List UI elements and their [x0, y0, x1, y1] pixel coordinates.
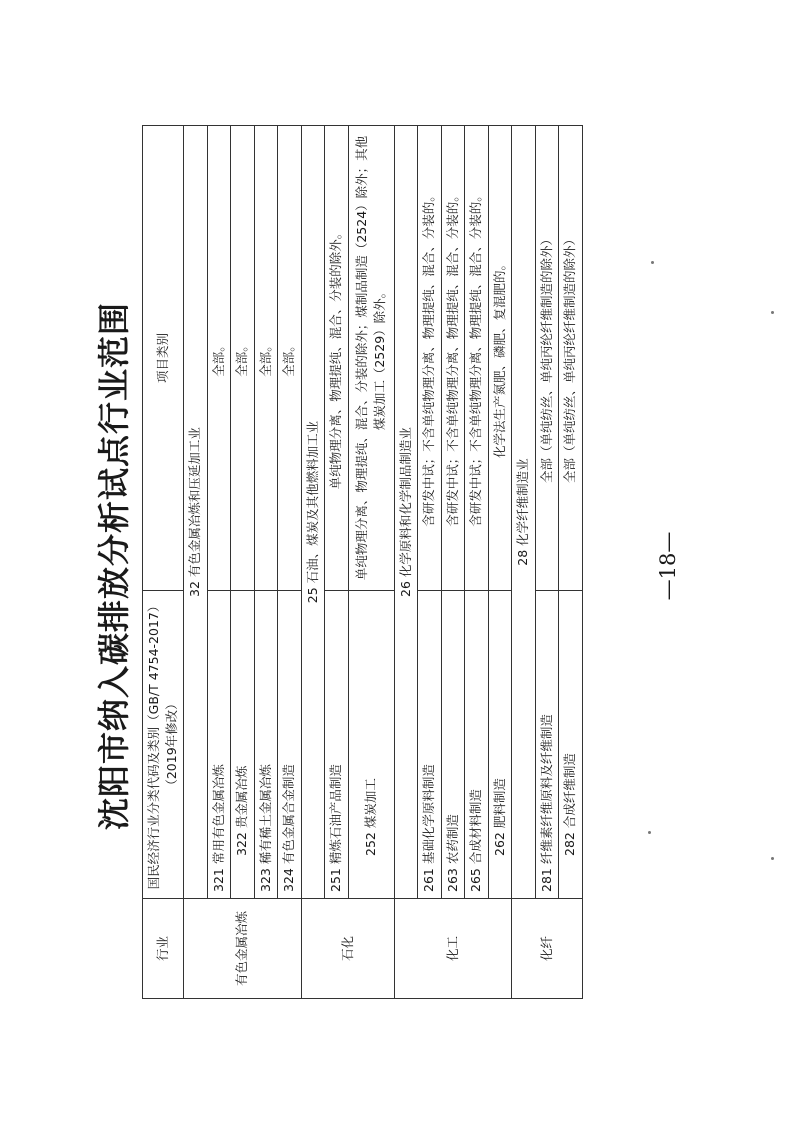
- category-cell: 282 合成纤维制造: [559, 591, 583, 899]
- scope-cell: 全部。: [254, 126, 278, 591]
- table-row: [441, 126, 465, 999]
- scan-speck: [771, 857, 774, 860]
- category-cell: 321 常用有色金属冶炼: [207, 591, 231, 899]
- document-title: 沈阳市纳入碳排放分析试点行业范围: [95, 302, 133, 831]
- table-row: [512, 126, 536, 999]
- section-heading: 26 化学原料和化学制品制造业: [394, 126, 418, 899]
- category-cell: 323 稀有稀土金属冶炼: [254, 591, 278, 899]
- industry-cell: 化纤: [512, 899, 583, 999]
- table-header-row: [143, 126, 184, 999]
- category-cell: 252 煤炭加工: [348, 591, 394, 899]
- section-heading: 25 石油、煤炭及其他燃料加工业: [301, 126, 325, 899]
- scope-cell: 化学法生产氮肥、磷肥、复混肥的。: [488, 126, 512, 591]
- scope-cell: 含研发中试；不含单纯物理分离、物理提纯、混合、分装的。: [465, 126, 489, 591]
- table-row: [254, 126, 278, 999]
- table-row: [301, 126, 325, 999]
- scope-cell: 全部（单纯纺丝、单纯丙纶纤维制造的除外）: [535, 126, 559, 591]
- header-classification: 国民经济行业分类代码及类别（GB/T 4754-2017）（2019年修改）: [143, 591, 184, 899]
- category-cell: 322 贵金属冶炼: [231, 591, 255, 899]
- table-row: [394, 126, 418, 999]
- category-cell: 261 基础化学原料制造: [418, 591, 442, 899]
- category-cell: 324 有色金属合金制造: [278, 591, 302, 899]
- industry-cell: 石化: [301, 899, 394, 999]
- industry-cell: 有色金属冶炼: [184, 899, 302, 999]
- table-row: [465, 126, 489, 999]
- table-row: [278, 126, 302, 999]
- table-row: [184, 126, 208, 999]
- table-row: [325, 126, 349, 999]
- category-cell: 262 肥料制造: [488, 591, 512, 899]
- table-row: [207, 126, 231, 999]
- header-industry: 行业: [143, 899, 184, 999]
- industry-scope-table: [142, 125, 583, 999]
- scope-cell: 含研发中试；不含单纯物理分离、物理提纯、混合、分装的。: [418, 126, 442, 591]
- table-row: [488, 126, 512, 999]
- table-row: [559, 126, 583, 999]
- scope-cell: 全部。: [207, 126, 231, 591]
- table-row: [418, 126, 442, 999]
- table-row: [231, 126, 255, 999]
- category-cell: 281 纤维素纤维原料及纤维制造: [535, 591, 559, 899]
- page-number: —18—: [656, 531, 680, 601]
- category-cell: 265 合成材料制造: [465, 591, 489, 899]
- table-row: [535, 126, 559, 999]
- section-heading: 32 有色金属冶炼和压延加工业: [184, 126, 208, 899]
- scope-cell: 单纯物理分离、物理提纯、混合、分装的除外。: [325, 126, 349, 591]
- industry-cell: 化工: [394, 899, 512, 999]
- scope-cell: 含研发中试；不含单纯物理分离、物理提纯、混合、分装的。: [441, 126, 465, 591]
- scan-speck: [651, 261, 654, 264]
- scope-cell: 单纯物理分离、物理提纯、混合、分装的除外；煤制品制造（2524）除外；其他煤炭加工（2529）除外。: [348, 126, 394, 591]
- table-row: [348, 126, 394, 999]
- section-heading: 28 化学纤维制造业: [512, 126, 536, 899]
- header-scope: 项目类别: [143, 126, 184, 591]
- scan-speck: [648, 831, 651, 834]
- scope-cell: 全部。: [231, 126, 255, 591]
- category-cell: 251 精炼石油产品制造: [325, 591, 349, 899]
- scope-cell: 全部（单纯纺丝、单纯丙纶纤维制造的除外）: [559, 126, 583, 591]
- scan-speck: [771, 311, 774, 314]
- category-cell: 263 农药制造: [441, 591, 465, 899]
- scope-cell: 全部。: [278, 126, 302, 591]
